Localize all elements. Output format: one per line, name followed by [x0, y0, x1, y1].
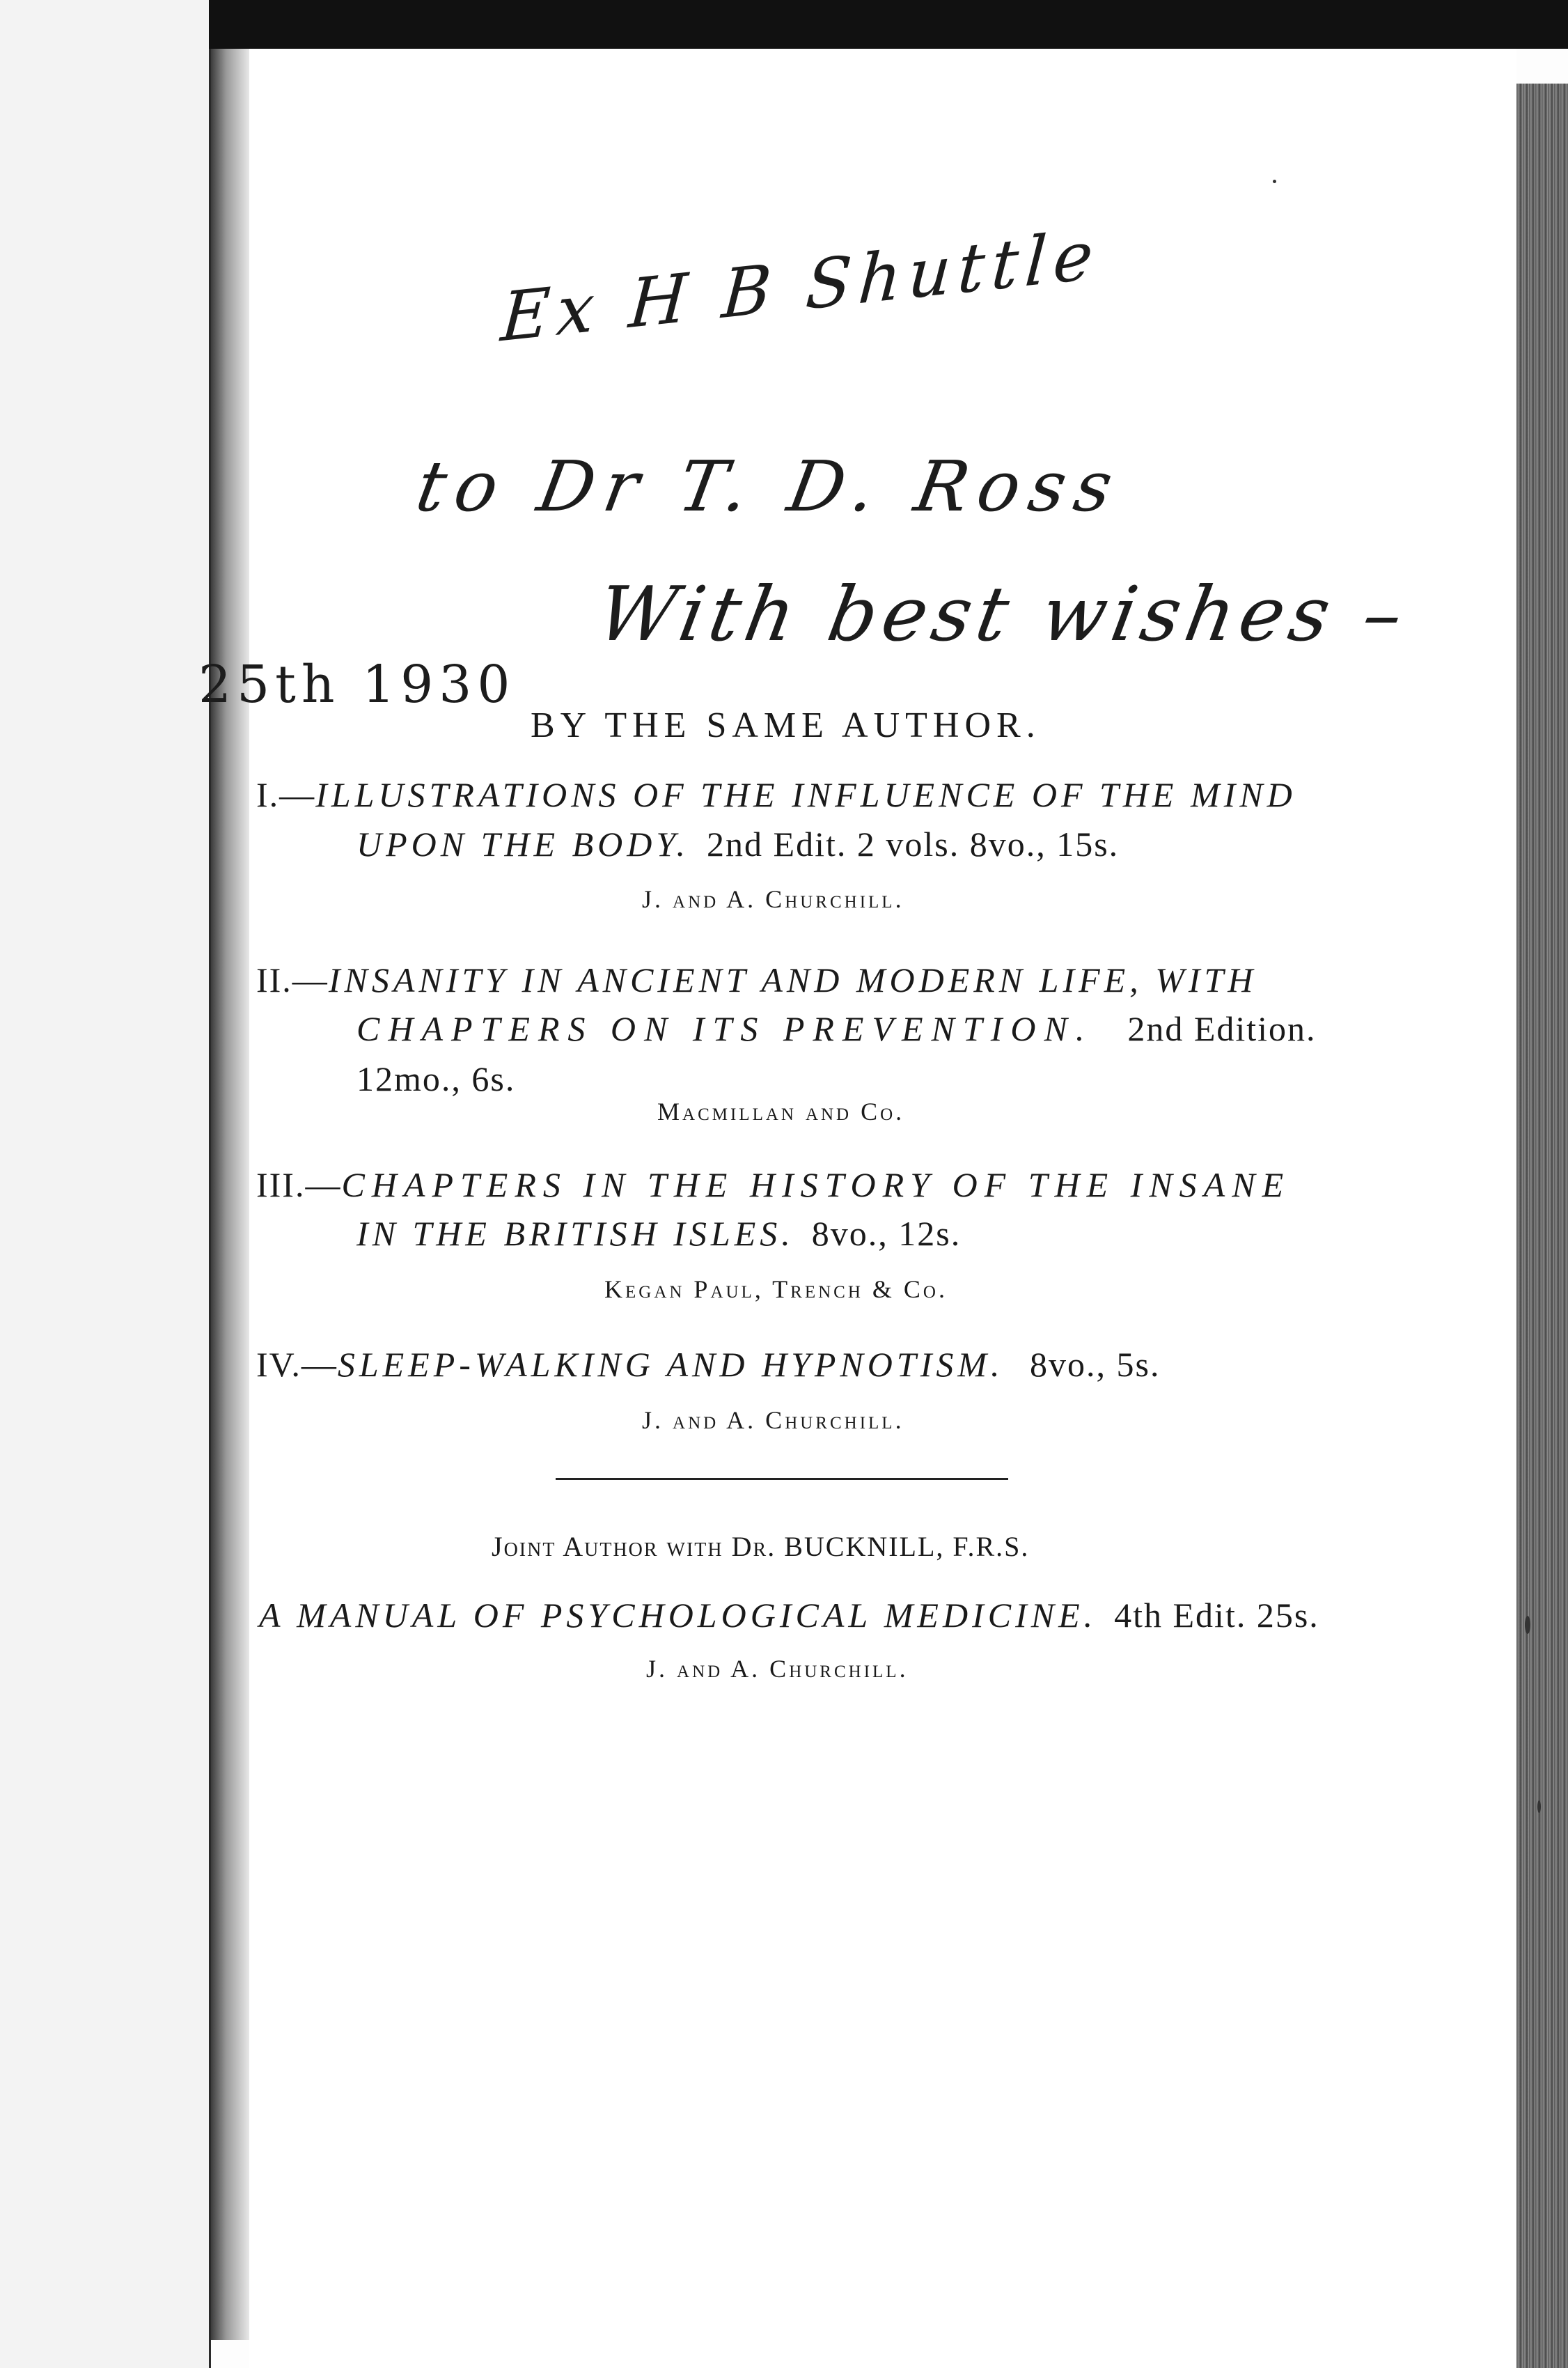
page-heading: BY THE SAME AUTHOR.	[531, 706, 1041, 745]
entry-4-numeral: IV.—	[256, 1345, 338, 1384]
manual-publisher: J. and A. Churchill.	[646, 1655, 909, 1683]
entry-3-details: 8vo., 12s.	[811, 1214, 962, 1253]
entry-4-publisher: J. and A. Churchill.	[642, 1406, 904, 1434]
joint-author-line: Joint Author with Dr. BUCKNILL, F.R.S.	[492, 1531, 1030, 1562]
entry-3-title-1: CHAPTERS IN THE HISTORY OF THE INSANE	[341, 1165, 1291, 1204]
section-divider	[556, 1478, 1008, 1480]
entry-2-title-1: INSANITY IN ANCIENT AND MODERN LIFE, WITH	[328, 960, 1257, 999]
entry-1-numeral: I.—	[256, 775, 316, 814]
page-block-edge	[1516, 84, 1568, 2368]
entry-4-line-1	[256, 1344, 1160, 1385]
entry-2-numeral: II.—	[256, 960, 329, 999]
entry-3-line-2	[356, 1213, 961, 1254]
scan-speck	[1273, 180, 1276, 183]
entry-2-line-1	[256, 960, 1257, 1000]
entry-1-publisher: J. and A. Churchill.	[642, 885, 904, 913]
inscription-line-3: With best wishes –	[590, 571, 1415, 658]
entry-1-title-2: UPON THE BODY.	[356, 825, 690, 864]
entry-1-line-2	[356, 824, 1119, 864]
entry-3-numeral: III.—	[256, 1165, 342, 1204]
entry-2-line-2	[356, 1008, 1317, 1049]
previous-leaf-edge	[0, 0, 211, 2368]
manual-title-line	[259, 1595, 1319, 1635]
entry-4-title-1: SLEEP-WALKING AND HYPNOTISM.	[337, 1345, 1004, 1384]
entry-1-title-1: ILLUSTRATIONS OF THE INFLUENCE OF THE MIND	[315, 775, 1296, 814]
manual-title: A MANUAL OF PSYCHOLOGICAL MEDICINE.	[259, 1596, 1097, 1635]
entry-1-details: 2nd Edit. 2 vols. 8vo., 15s.	[707, 825, 1120, 864]
inscription-date: 25th 1930	[198, 655, 516, 715]
scan-speck	[1537, 1800, 1541, 1813]
entry-3-title-2: IN THE BRITISH ISLES.	[356, 1214, 794, 1253]
entry-2-title-2: CHAPTERS ON ITS PREVENTION.	[356, 1009, 1093, 1048]
entry-2-details-2: 12mo., 6s.	[356, 1059, 516, 1098]
entry-1-line-1	[256, 774, 1296, 815]
entry-2-line-3	[356, 1059, 515, 1099]
inscription-line-1: Ex H B Shuttle	[499, 215, 1103, 357]
entry-3-line-1	[256, 1164, 1290, 1205]
entry-4-details: 8vo., 5s.	[1030, 1345, 1161, 1384]
book-gutter	[211, 42, 249, 2340]
scan-top-border	[209, 0, 1568, 49]
manual-details: 4th Edit. 25s.	[1114, 1596, 1319, 1635]
entry-2-details: 2nd Edition.	[1127, 1009, 1317, 1048]
entry-3-publisher: Kegan Paul, Trench & Co.	[604, 1275, 948, 1303]
entry-2-publisher: Macmillan and Co.	[657, 1098, 905, 1125]
inscription-line-2: to Dr T. D. Ross	[410, 446, 1129, 527]
scan-speck	[1525, 1616, 1530, 1634]
